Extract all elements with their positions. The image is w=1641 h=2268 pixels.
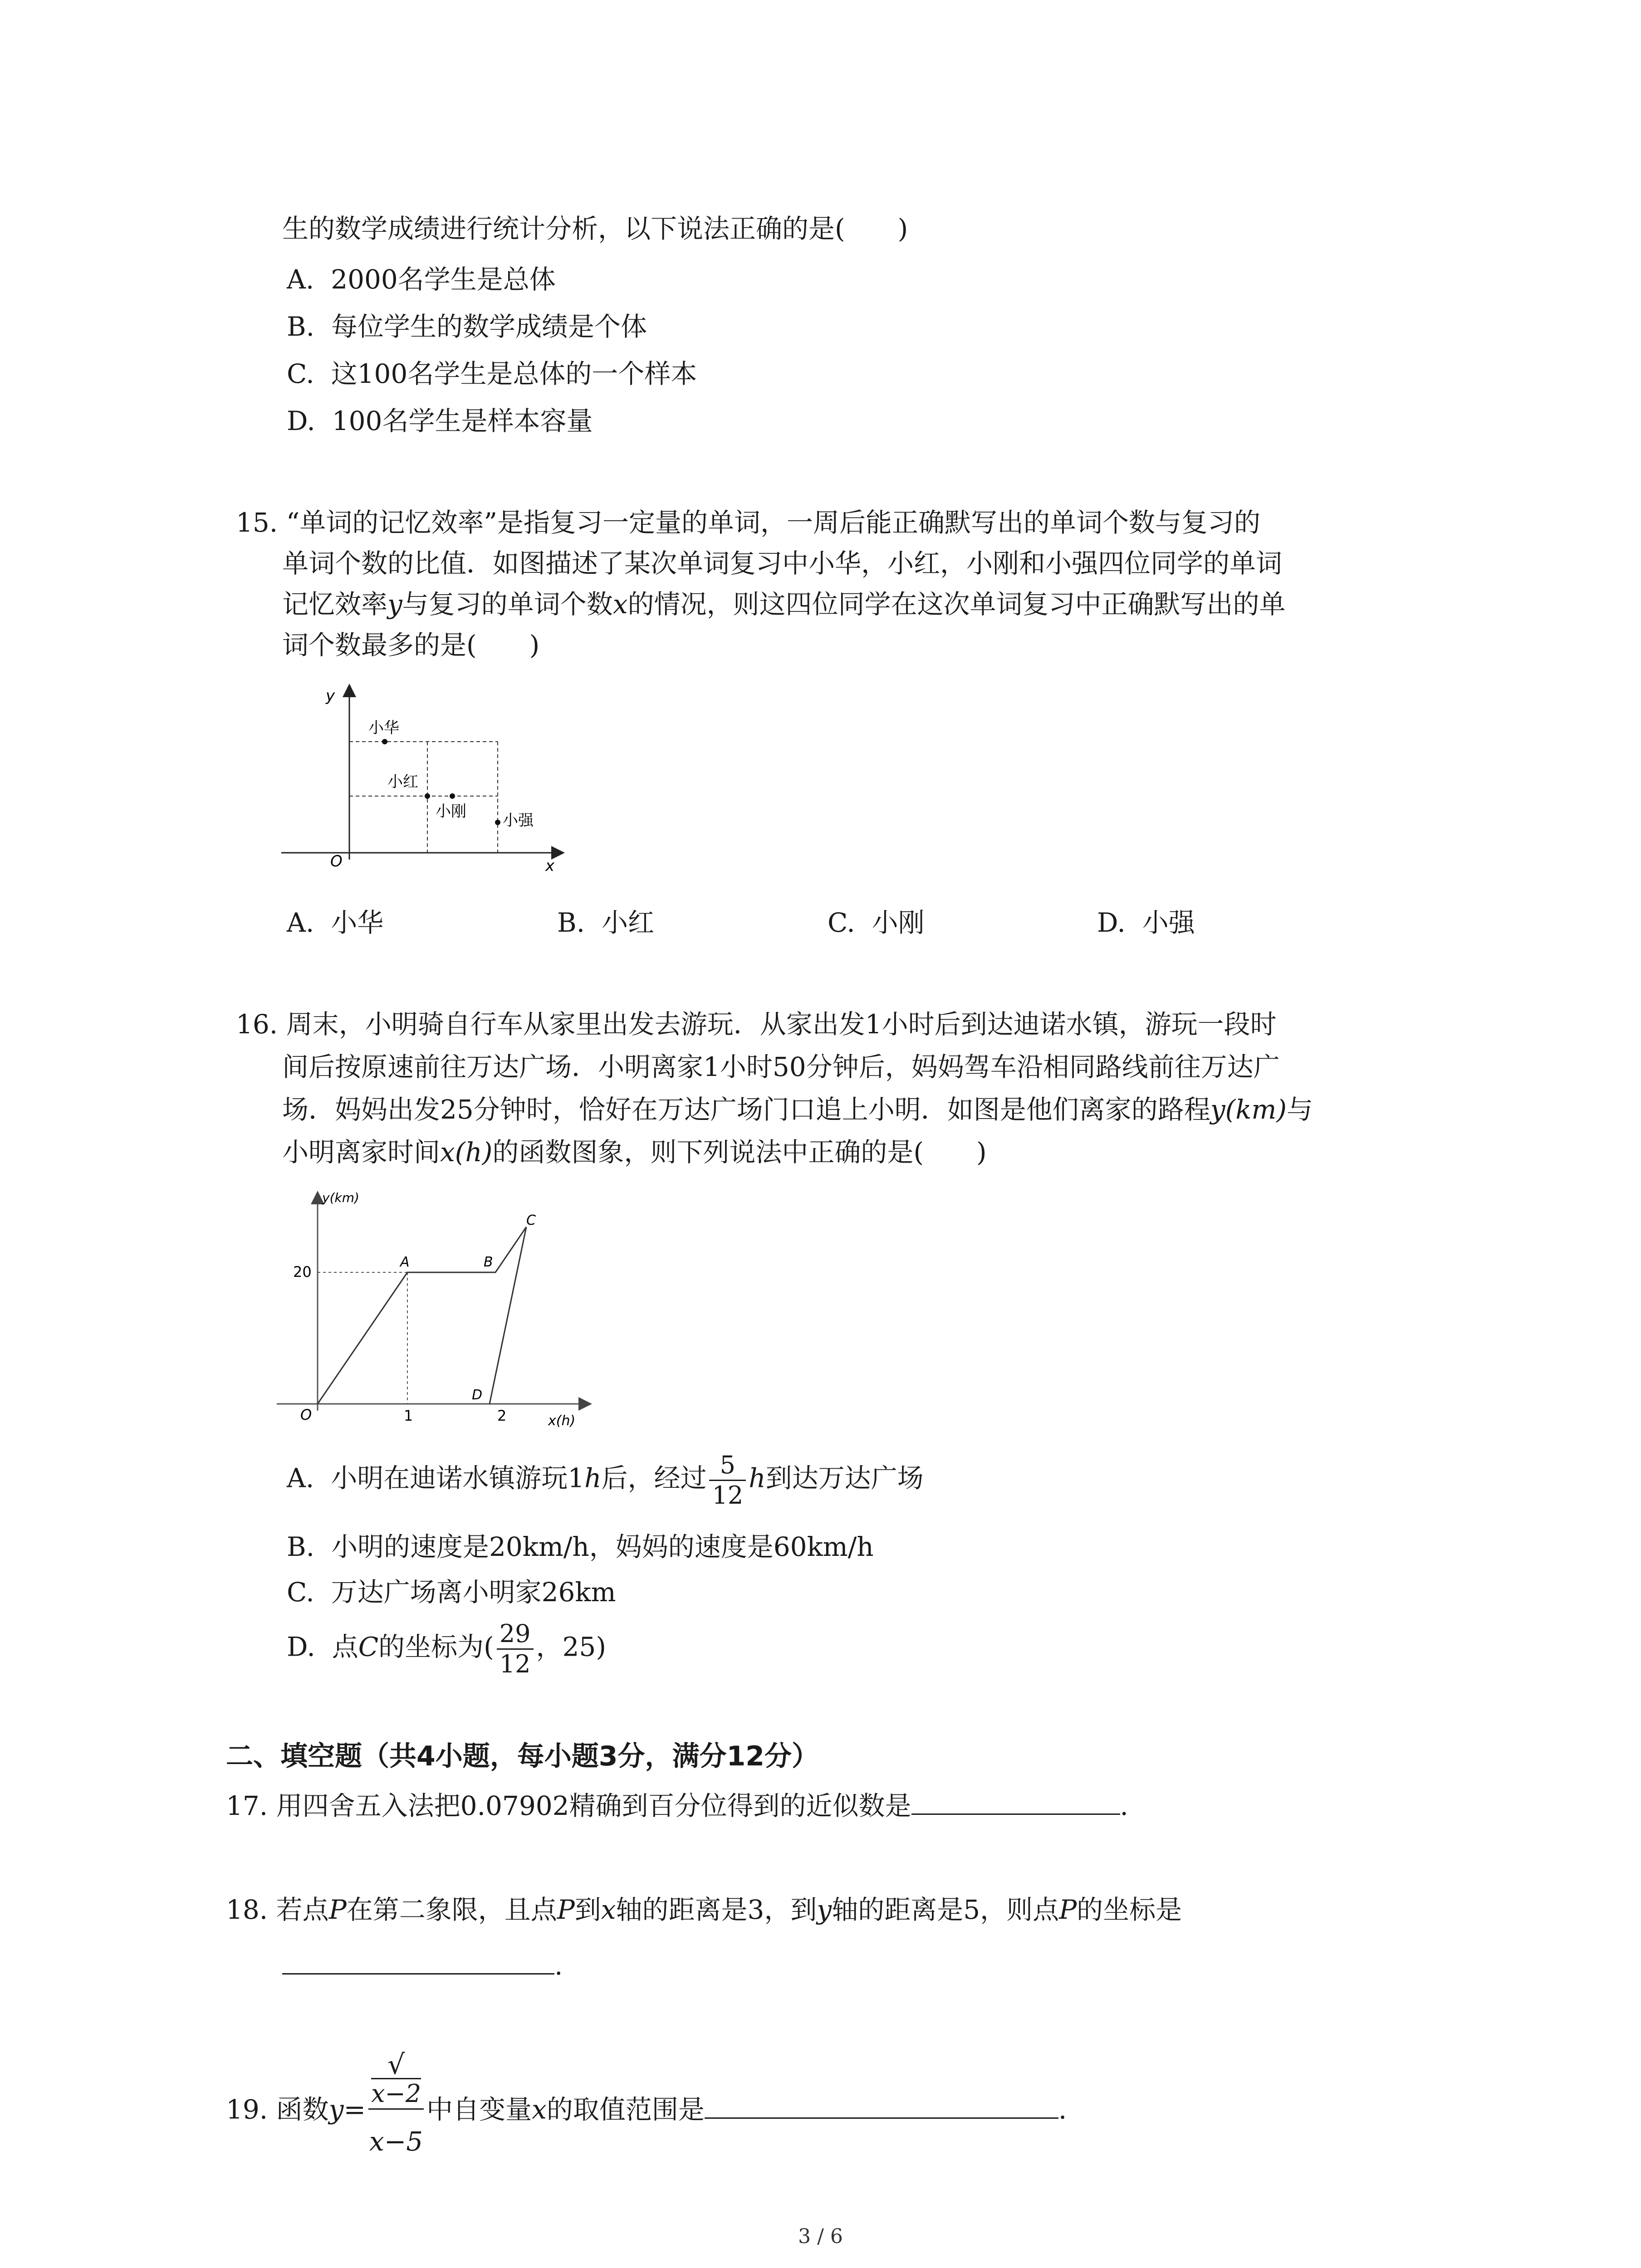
text: 18. 若点	[226, 1894, 329, 1925]
option-text: 小强	[1142, 907, 1195, 938]
point-xiaohua	[382, 739, 387, 744]
text: 中自变量	[426, 2094, 532, 2125]
axis-label-x: x	[545, 857, 555, 875]
point-c: C	[358, 1631, 379, 1662]
point-label-d: D	[472, 1387, 483, 1403]
text: 与复习的单词个数	[402, 589, 613, 620]
text: 轴的距离是5，则点	[832, 1894, 1059, 1925]
text: 到达万达广场	[765, 1462, 924, 1494]
option-label: D.	[287, 1631, 315, 1662]
text: 轴的距离是3，到	[616, 1894, 817, 1925]
unit-h: h	[584, 1462, 602, 1494]
option-text: 万达广场离小明家26km	[331, 1577, 616, 1608]
x-tick-label: 1	[404, 1407, 413, 1424]
text: 点	[332, 1631, 358, 1662]
option-text: 小明的速度是20km/h，妈妈的速度是60km/h	[331, 1531, 874, 1562]
period: .	[1120, 1790, 1128, 1821]
var-x-h: x(h)	[440, 1137, 493, 1168]
q16-option-a	[287, 1451, 924, 1510]
q16-number: 16.	[236, 1009, 278, 1040]
unit-h: h	[749, 1462, 766, 1494]
q15-number: 15.	[236, 507, 278, 538]
numerator	[368, 2050, 424, 2110]
text: 的函数图象，则下列说法中正确的是( )	[492, 1137, 987, 1168]
q16-option-d	[287, 1619, 606, 1679]
answer-blank[interactable]	[705, 2093, 1058, 2119]
q16-line-1	[236, 1008, 1277, 1041]
axis-label-y: y	[326, 687, 335, 705]
origin-label: O	[330, 852, 343, 870]
option-label: B.	[557, 907, 585, 938]
option-text: 小刚	[872, 907, 925, 938]
text: 在第二象限，且点	[346, 1894, 557, 1925]
answer-blank[interactable]	[911, 1789, 1120, 1815]
option-label: A.	[287, 1462, 314, 1494]
q16-figure	[272, 1184, 608, 1438]
option-text: 小华	[331, 907, 384, 938]
text: 到	[574, 1894, 601, 1925]
point-xiaogang	[450, 793, 455, 799]
y-tick-label: 20	[293, 1263, 312, 1281]
text: 与	[1286, 1094, 1313, 1125]
text: ，25)	[536, 1631, 606, 1662]
denominator: 12	[499, 1650, 531, 1678]
answer-blank[interactable]	[282, 1949, 554, 1975]
period: .	[554, 1950, 563, 1981]
text: 小明在迪诺水镇游玩1	[331, 1462, 585, 1494]
q16-line-2: 间后按原速前往万达广场．小明离家1小时50分钟后，妈妈驾车沿相同路线前往万达广	[282, 1051, 1280, 1082]
option-label: C.	[287, 1577, 314, 1608]
point-label-a: A	[400, 1254, 410, 1270]
denominator: 12	[712, 1481, 744, 1510]
var-x: x	[532, 2094, 547, 2125]
option-label: D.	[287, 406, 315, 436]
period: .	[1058, 2094, 1067, 2125]
point-xiaoqiang	[495, 820, 500, 825]
numerator: 5	[709, 1451, 746, 1481]
option-label: A.	[287, 264, 314, 295]
fraction	[709, 1451, 746, 1510]
axis-label-y: y(km)	[322, 1190, 359, 1205]
var-x: x	[601, 1894, 616, 1925]
q15-option-a	[287, 906, 383, 939]
q16-option-c	[287, 1576, 616, 1608]
var-y-km: y(km)	[1210, 1094, 1287, 1125]
sqrt-symbol: √	[387, 2049, 405, 2081]
option-text: 每位学生的数学成绩是个体	[331, 311, 647, 342]
text: 场．妈妈出发25分钟时，恰好在万达广场门口追上小明．如图是他们离家的路程	[282, 1094, 1210, 1125]
q15-line-2: 单词个数的比值．如图描述了某次单词复习中小华，小红，小刚和小强四位同学的单词	[282, 548, 1283, 579]
var-y: y	[817, 1894, 832, 1925]
page-number: 3 / 6	[798, 2225, 843, 2248]
q15-option-b	[557, 906, 654, 939]
fraction	[497, 1619, 534, 1679]
q16-text: 周末，小明骑自行车从家里出发去游玩．从家出发1小时后到达迪诺水镇，游玩一段时	[286, 1009, 1277, 1040]
option-label: A.	[287, 907, 314, 938]
text: 记忆效率	[282, 589, 388, 620]
text: 的坐标为(	[378, 1631, 494, 1662]
q14-stem-tail: 生的数学成绩进行统计分析，以下说法正确的是( )	[282, 213, 908, 244]
q16-option-b	[287, 1530, 874, 1563]
option-label: C.	[828, 907, 855, 938]
point-label: 小华	[368, 719, 399, 737]
var-y: y	[328, 2094, 344, 2125]
text: 的情况，则这四位同学在这次单词复习中正确默写出的单	[627, 589, 1286, 620]
option-label: D.	[1097, 907, 1126, 938]
text: 19. 函数	[226, 2094, 329, 2125]
q16-line-3	[282, 1093, 1313, 1126]
point-label-b: B	[484, 1254, 493, 1270]
q15-line-1	[236, 506, 1260, 539]
q15-line-4: 词个数最多的是( )	[282, 630, 540, 660]
q18-answer	[282, 1949, 563, 1982]
q17-text: 17. 用四舍五入法把0.07902精确到百分位得到的近似数是	[226, 1790, 911, 1821]
text: 后，经过	[601, 1462, 707, 1494]
q14-option-d	[287, 405, 593, 437]
axis-label-x: x(h)	[548, 1413, 576, 1429]
point-label: 小红	[387, 773, 418, 791]
q17	[226, 1789, 1128, 1822]
q18	[226, 1893, 1182, 1926]
q19	[226, 2050, 1067, 2173]
var-p: P	[557, 1894, 575, 1925]
q14-option-a	[287, 263, 556, 296]
q15-text: “单词的记忆效率”是指复习一定量的单词，一周后能正确默写出的单词个数与复习的	[286, 507, 1260, 538]
text: 小明离家时间	[282, 1137, 441, 1168]
q15-option-c	[828, 906, 925, 939]
option-text: 这100名学生是总体的一个样本	[331, 358, 697, 389]
radicand: x−2	[371, 2078, 421, 2108]
var-y: y	[387, 589, 402, 620]
point-xiaohong	[425, 793, 430, 799]
option-label: C.	[287, 358, 314, 389]
numerator: 29	[497, 1619, 534, 1650]
var-p: P	[1059, 1894, 1077, 1925]
q14-option-c	[287, 357, 697, 390]
var-p: P	[328, 1894, 347, 1925]
fraction	[368, 2050, 424, 2173]
q15-option-d	[1097, 906, 1195, 939]
point-label: 小刚	[436, 802, 466, 821]
option-text: 小红	[601, 907, 654, 938]
q16-line-4	[282, 1136, 987, 1168]
text: 的取值范围是	[546, 2094, 705, 2125]
q15-line-3	[282, 588, 1286, 621]
x-tick-label: 2	[497, 1407, 507, 1424]
point-label-c: C	[526, 1212, 536, 1228]
var-x: x	[612, 589, 628, 620]
point-label: 小强	[503, 811, 534, 830]
option-text: 100名学生是样本容量	[332, 406, 593, 436]
denominator: x−5	[369, 2126, 423, 2157]
q14-option-b	[287, 310, 647, 343]
origin-label: O	[300, 1406, 312, 1423]
option-label: B.	[287, 1531, 315, 1562]
text: 的坐标是	[1077, 1894, 1182, 1925]
q15-figure	[272, 680, 581, 880]
section-title: 二、填空题（共4小题，每小题3分，满分12分）	[226, 1740, 819, 1772]
option-text: 2000名学生是总体	[331, 264, 556, 295]
equals: =	[343, 2094, 366, 2125]
option-label: B.	[287, 311, 315, 342]
